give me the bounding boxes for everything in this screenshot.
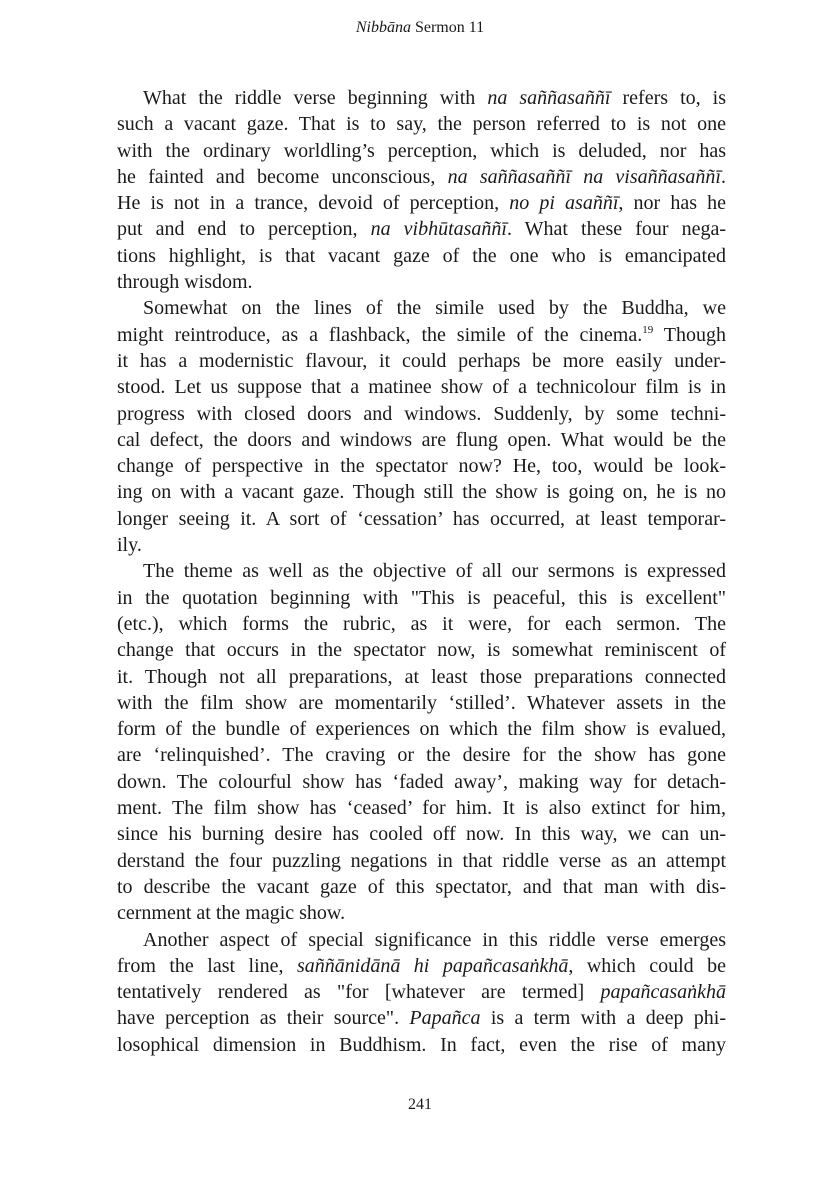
text-line [117, 295, 726, 321]
text-segment: since his burning desire has cooled off now. In this way, we can un- [117, 823, 726, 846]
text-line [117, 322, 726, 348]
text-segment: with the ordinary worldling’s perception, which is deluded, nor has [117, 139, 726, 162]
text-line [117, 243, 726, 269]
text-line [117, 532, 726, 558]
text-line [117, 453, 726, 479]
text-line [117, 479, 726, 505]
text-segment: ment. The film show has ‘ceased’ for him. It is also extinct for him, [117, 797, 726, 820]
text-segment: . [721, 165, 726, 188]
text-segment: change that occurs in the spectator now, is somewhat reminiscent of [117, 639, 726, 662]
text-line [117, 874, 726, 900]
text-segment: stood. Let us suppose that a matinee show of a technicolour film is in [117, 376, 726, 399]
text-segment: cal defect, the doors and windows are flung open. What would be the [117, 428, 726, 451]
text-line [117, 716, 726, 742]
text-line [117, 585, 726, 611]
text-line [117, 427, 726, 453]
text-line [117, 690, 726, 716]
text-segment: He is not in a trance, devoid of perception, [117, 192, 510, 215]
text-line [117, 821, 726, 847]
header-title-rest: Sermon 11 [410, 19, 485, 36]
text-segment: , which could be [568, 954, 726, 977]
text-segment: he fainted and become unconscious, [117, 165, 448, 188]
italic-term: na saññasaññī na visaññasaññī [447, 165, 721, 188]
footnote-ref: 19 [642, 323, 654, 336]
paragraph [117, 558, 726, 926]
text-line [117, 979, 726, 1005]
text-segment: refers to, is [610, 87, 726, 109]
italic-term: na vibhūtasaññī [370, 218, 507, 241]
italic-term: papañcasaṅkhā [600, 981, 726, 1004]
text-segment: are ‘relinquished’. The craving or the desire for the show has gone [117, 744, 726, 767]
text-line [117, 795, 726, 821]
text-line [117, 216, 726, 242]
text-line [117, 506, 726, 532]
text-line [117, 848, 726, 874]
text-segment: progress with closed doors and windows. Suddenly, by some techni- [117, 402, 726, 425]
header-title-italic: Nibbāna [355, 19, 411, 36]
text-segment: . What these four nega- [506, 218, 726, 241]
body-text [117, 85, 726, 1058]
text-segment: derstand the four puzzling negations in that riddle verse as an attempt [117, 849, 726, 872]
text-segment: it has a modernistic flavour, it could perhaps be more easily under- [117, 349, 726, 372]
text-line [117, 927, 726, 953]
running-header [0, 19, 840, 37]
text-line [117, 138, 726, 164]
text-line [117, 611, 726, 637]
paragraph [117, 295, 726, 558]
text-segment: What the riddle verse beginning with [143, 87, 488, 109]
text-segment: such a vacant gaze. That is to say, the person referred to is not one [117, 113, 726, 136]
text-segment: longer seeing it. A sort of ‘cessation’ has occurred, at least temporar- [117, 507, 726, 530]
text-line [117, 111, 726, 137]
text-segment: change of perspective in the spectator now? He, too, would be look- [117, 455, 726, 478]
text-segment: from the last line, [117, 954, 297, 977]
text-line [117, 190, 726, 216]
text-segment: form of the bundle of experiences on which the film show is evalued, [117, 718, 726, 741]
text-line [117, 374, 726, 400]
text-line [117, 401, 726, 427]
text-segment: is a term with a deep phi- [480, 1007, 726, 1030]
text-segment: tentatively rendered as "for [whatever are termed] [117, 981, 601, 1004]
text-line [117, 953, 726, 979]
text-segment: ing on with a vacant gaze. Though still the show is going on, he is no [117, 481, 726, 504]
text-segment: with the film show are momentarily ‘stilled’. Whatever assets in the [117, 691, 726, 714]
text-segment: , nor has he [618, 192, 726, 215]
text-segment: down. The colourful show has ‘faded away’, making way for detach- [117, 770, 726, 793]
text-segment: to describe the vacant gaze of this spectator, and that man with dis- [117, 875, 726, 898]
text-segment: Another aspect of special significance in this riddle verse emerges [143, 928, 726, 951]
text-segment: have perception as their source". [117, 1007, 410, 1030]
text-line [117, 164, 726, 190]
text-line [117, 85, 726, 111]
italic-term: Papañca [409, 1007, 481, 1030]
text-segment: losophical dimension in Buddhism. In fact, even the rise of many [117, 1033, 726, 1056]
text-segment: through wisdom. [117, 271, 253, 294]
paragraph [117, 927, 726, 1058]
text-line [117, 664, 726, 690]
text-line [117, 637, 726, 663]
text-segment: might reintroduce, as a flashback, the simile of the cinema. [117, 323, 643, 346]
page-number: 241 [408, 1096, 432, 1113]
text-line [117, 900, 726, 926]
italic-term: saññānidānā hi papañcasaṅkhā [296, 954, 569, 977]
italic-term: na saññasaññī [487, 87, 611, 109]
text-segment: it. Though not all preparations, at least those preparations connected [117, 665, 726, 688]
text-segment: in the quotation beginning with "This is peaceful, this is excellent" [117, 586, 726, 609]
text-line [117, 742, 726, 768]
text-line [117, 269, 726, 295]
italic-term: no pi asaññī [509, 192, 619, 215]
text-line [117, 558, 726, 584]
text-line [117, 348, 726, 374]
text-segment: Somewhat on the lines of the simile used by the Buddha, we [143, 297, 726, 320]
text-line [117, 1005, 726, 1031]
text-segment: tions highlight, is that vacant gaze of the one who is emancipated [117, 244, 726, 267]
text-segment: Though [653, 323, 726, 346]
paragraph [117, 85, 726, 295]
text-line [117, 769, 726, 795]
text-line [117, 1032, 726, 1058]
text-segment: (etc.), which forms the rubric, as it were, for each sermon. The [117, 612, 726, 635]
text-segment: ily. [117, 534, 142, 557]
text-segment: The theme as well as the objective of all our sermons is expressed [143, 560, 726, 583]
text-segment: cernment at the magic show. [117, 902, 346, 925]
text-segment: put and end to perception, [117, 218, 371, 241]
